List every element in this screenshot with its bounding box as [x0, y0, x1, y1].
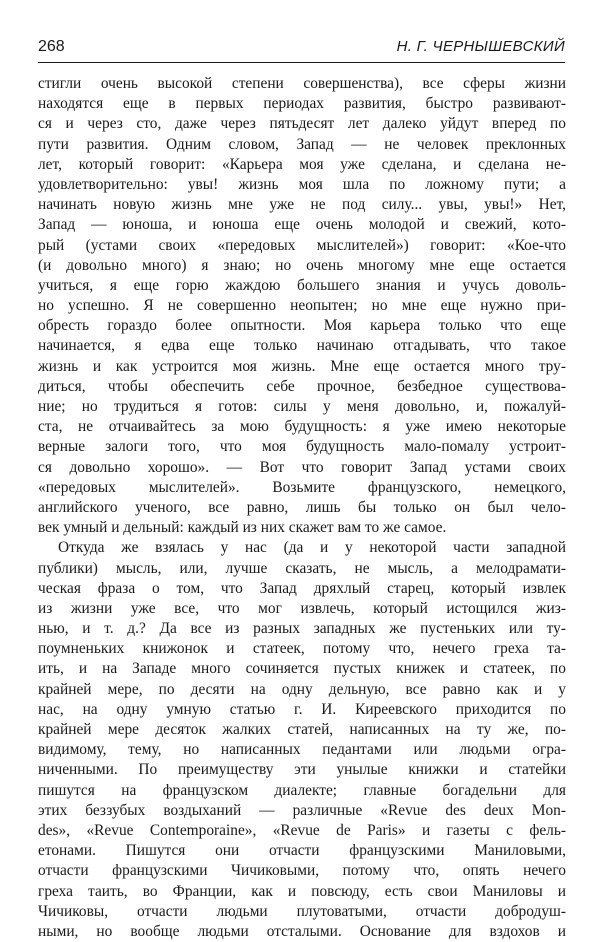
text-line: жизнь и как устроится моя жизнь. Мне еще остается много тру- [38, 357, 566, 375]
text-line: етонами. Пишутся они отчасти французскими Маниловыми, [38, 842, 566, 860]
page-number: 268 [38, 38, 65, 55]
text-line: des», «Revue Contemporaine», «Revue de Paris» и газеты с фель- [38, 821, 566, 839]
text-line: диться, чтобы обеспечить себе прочное, безбедное существова- [38, 377, 566, 395]
text-line: публики) мысль, или, лучше сказать, не мысль, а мелодрамати- [38, 559, 566, 577]
text-line: из жизни уже все, что мог извлечь, который истощился жиз- [38, 599, 566, 617]
text-line: Чичиковы, отчасти людьми плутоватыми, отчасти добродуш- [38, 902, 566, 920]
text-line: обресть гораздо более опытности. Моя карьера только что еще [38, 317, 566, 335]
text-line: этих беззубых воздыханий — различные «Revue des deux Mon- [38, 801, 566, 819]
text-line: пути развития. Одним словом, Запад — не человек преклонных [38, 135, 566, 153]
body-text [38, 74, 566, 942]
text-line: век умный и дельный: каждый из них скажет вам то же самое. [38, 519, 447, 537]
text-line: лет, который говорит: «Карьера моя уже сделана, и сделана не- [38, 155, 566, 173]
text-line: ниченными. По преимуществу эти унылые книжки и статейки [38, 761, 566, 779]
text-line: рый (устами своих «передовых мыслителей») говорит: «Кое-что [38, 236, 566, 254]
text-line: ние; но трудиться я готов: силы у меня довольно, и, пожалуй- [38, 398, 566, 415]
text-line: учиться, я еще горю жаждою большего знания и учусь доволь- [38, 276, 566, 294]
text-line: видимому, тему, но написанных педантами или людьми огра- [38, 741, 566, 759]
text-line: пишутся на французском диалекте; главные богадельни для [38, 781, 566, 799]
running-head-title: Н. Г. ЧЕРНЫШЕВСКИЙ [396, 38, 565, 55]
text-line: английского ученого, все равно, лишь бы только он был чело- [38, 498, 566, 516]
text-line: нас, на одну умную статью г. И. Киреевского приходится по [38, 700, 566, 718]
text-line: начинается, я едва еще только начинаю отгадывать, что такое [38, 337, 566, 355]
text-line: ными, но вообще людьми отсталыми. Основание для вздохов и [38, 922, 566, 940]
text-line: «передовых мыслителей». Возьмите французского, немецкого, [38, 478, 566, 496]
text-line: ческая фраза о том, что Запад дряхлый старец, который извлек [38, 579, 566, 597]
text-line: ить, и на Западе много сочиняется пустых книжек и статеек, по [38, 660, 566, 678]
text-line: ся довольно хорошо». — Вот что говорит Запад устами своих [38, 458, 566, 476]
text-line: верные залоги того, что моя будущность мало-помалу устроит- [38, 438, 566, 456]
text-line: крайней мере десяток жалких статей, написанных на ту же, по- [38, 721, 566, 738]
text-line: крайней мере, по десяти на одну дельную, все равно как и у [38, 680, 566, 698]
text-line: Запад — юноша, и юноша еще очень молодой и свежий, кото- [38, 216, 566, 234]
paragraph-first-line: Откуда же взялась у нас (да и у некоторой части западной [58, 539, 566, 557]
text-line: но успешно. Я не совершенно неопытен; но мне еще нужно при- [38, 297, 566, 315]
text-line: греха таить, во Франции, как и повсюду, есть свои Маниловы и [38, 882, 566, 900]
text-line: ся и через сто, даже через пятьдесят лет далеко уйдут вперед по [38, 115, 566, 133]
text-line: поумненьких книжонок и статеек, потому что, нечего греха та- [38, 640, 566, 658]
running-head [38, 36, 565, 63]
text-line: ста, не отчаивайтесь за мою будущность: я уже имею некоторые [38, 418, 566, 436]
text-line: находятся еще в первых периодах развития, быстро развивают- [38, 95, 566, 113]
text-line: начинать новую жизнь мне уже не под силу... увы, увы!» Нет, [38, 196, 566, 214]
text-line: нью, и т. д.? Да все из разных западных же пустеньких или ту- [38, 620, 566, 638]
text-line: (и довольно много) я знаю; но очень многому мне еще остается [38, 256, 566, 274]
text-line: стигли очень высокой степени совершенства), все сферы жизни [38, 75, 566, 92]
text-line: отчасти французскими Чичиковыми, потому что, опять нечего [38, 862, 566, 880]
text-line: удовлетворительно: увы! жизнь моя шла по ложному пути; а [38, 175, 566, 193]
